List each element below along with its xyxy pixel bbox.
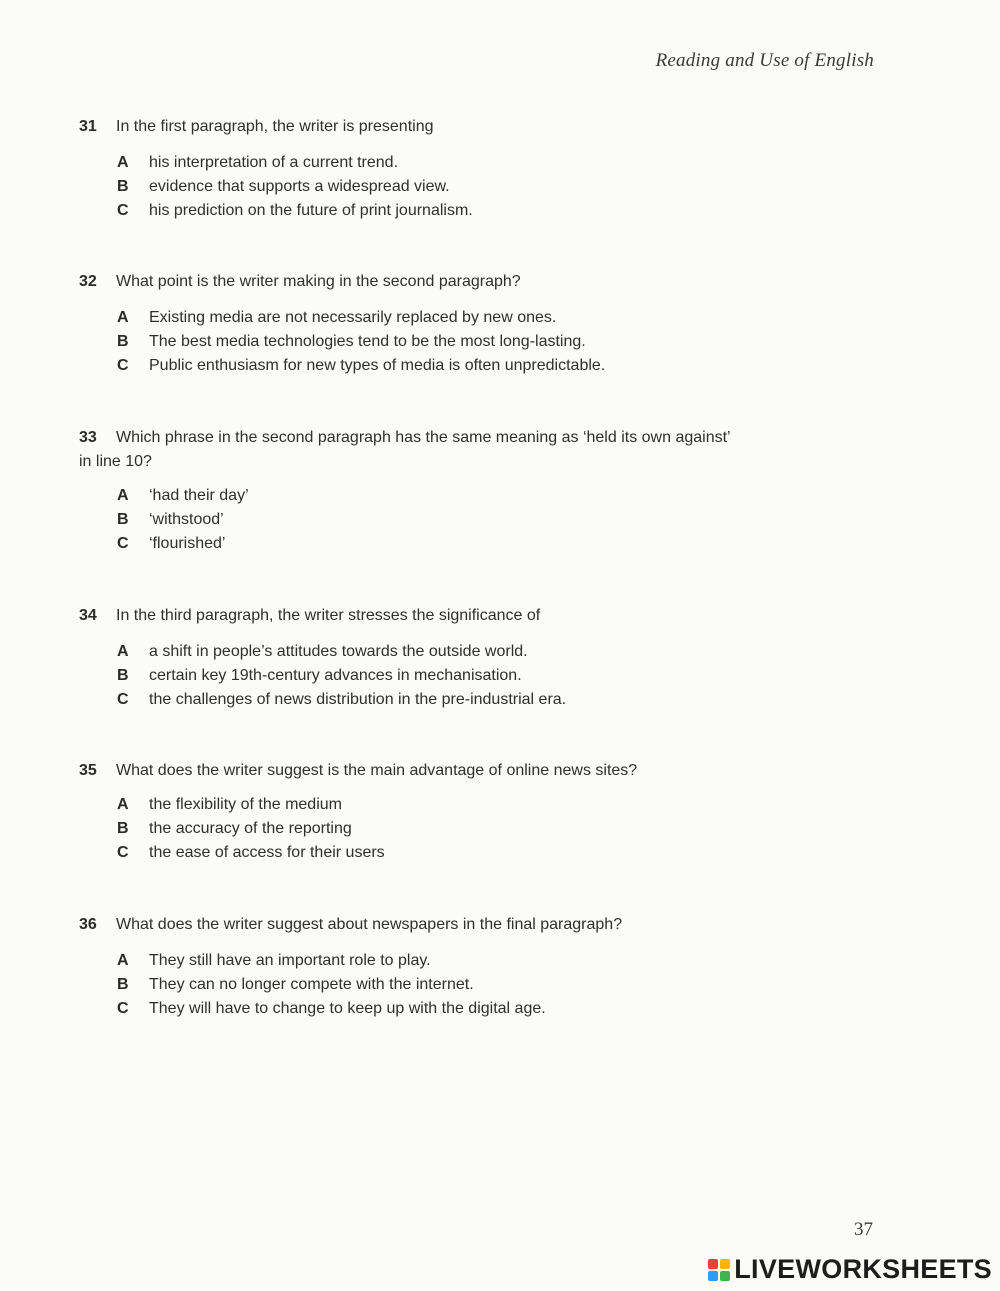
options-list [79, 949, 859, 1021]
option-a[interactable] [117, 151, 859, 175]
option-text: Existing media are not necessarily replaced by new ones. [149, 309, 557, 326]
option-letter: B [117, 667, 129, 684]
question-stem [79, 759, 859, 783]
option-letter: A [117, 952, 129, 969]
option-c[interactable] [117, 199, 859, 223]
option-a[interactable] [117, 949, 859, 973]
option-c[interactable] [117, 688, 859, 712]
question-number: 36 [79, 916, 97, 933]
option-text: the challenges of news distribution in the pre-industrial era. [149, 691, 567, 708]
option-a[interactable] [117, 640, 859, 664]
question-number: 33 [79, 429, 97, 446]
question-text: Which phrase in the second paragraph has the same meaning as ‘held its own against’ [116, 429, 731, 446]
option-text: the flexibility of the medium [149, 796, 342, 813]
question-number: 31 [79, 118, 97, 135]
question-31 [79, 115, 859, 223]
option-b[interactable] [117, 973, 859, 997]
question-stem [79, 115, 859, 139]
option-letter: B [117, 511, 129, 528]
option-text: They can no longer compete with the internet. [149, 976, 474, 993]
options-list [79, 640, 859, 712]
option-c[interactable] [117, 997, 859, 1021]
option-b[interactable] [117, 664, 859, 688]
option-letter: C [117, 535, 129, 552]
option-c[interactable] [117, 532, 859, 556]
question-stem [79, 604, 859, 628]
options-list [79, 306, 859, 378]
section-title: Reading and Use of English [655, 50, 874, 71]
question-text: What does the writer suggest about newspapers in the final paragraph? [116, 916, 623, 933]
option-c[interactable] [117, 841, 859, 865]
option-letter: B [117, 333, 129, 350]
option-text: ‘had their day’ [149, 487, 249, 504]
question-text: In the first paragraph, the writer is presenting [116, 118, 434, 135]
question-34 [79, 604, 859, 712]
option-b[interactable] [117, 508, 859, 532]
option-text: They still have an important role to play. [149, 952, 431, 969]
logo-square-green [720, 1271, 730, 1281]
option-letter: C [117, 1000, 129, 1017]
option-letter: A [117, 309, 129, 326]
question-stem [79, 426, 859, 450]
option-letter: A [117, 643, 129, 660]
option-text: The best media technologies tend to be the most long-lasting. [149, 333, 586, 350]
option-text: his prediction on the future of print journalism. [149, 202, 473, 219]
option-text: the accuracy of the reporting [149, 820, 352, 837]
question-35 [79, 759, 859, 865]
question-32 [79, 270, 859, 378]
option-text: ‘flourished’ [149, 535, 226, 552]
question-stem-continued [79, 450, 859, 474]
option-letter: C [117, 844, 129, 861]
question-text: What does the writer suggest is the main advantage of online news sites? [116, 762, 638, 779]
page-number: 37 [854, 1219, 873, 1240]
options-list [79, 793, 859, 865]
question-text-line2: in line 10? [79, 453, 152, 470]
option-letter: B [117, 178, 129, 195]
liveworksheets-logo-icon [708, 1259, 730, 1281]
question-text: What point is the writer making in the second paragraph? [116, 273, 521, 290]
option-letter: C [117, 357, 129, 374]
option-text: They will have to change to keep up with the digital age. [149, 1000, 546, 1017]
option-letter: C [117, 202, 129, 219]
option-letter: B [117, 976, 129, 993]
logo-square-yellow [720, 1259, 730, 1269]
question-stem [79, 913, 859, 937]
option-c[interactable] [117, 354, 859, 378]
question-36 [79, 913, 859, 1021]
logo-square-red [708, 1259, 718, 1269]
option-letter: A [117, 796, 129, 813]
option-text: evidence that supports a widespread view. [149, 178, 450, 195]
option-letter: A [117, 487, 129, 504]
option-a[interactable] [117, 306, 859, 330]
option-text: certain key 19th-century advances in mechanisation. [149, 667, 522, 684]
question-33 [79, 426, 859, 556]
option-a[interactable] [117, 793, 859, 817]
option-b[interactable] [117, 817, 859, 841]
question-number: 34 [79, 607, 97, 624]
option-text: ‘withstood’ [149, 511, 224, 528]
option-a[interactable] [117, 484, 859, 508]
option-text: the ease of access for their users [149, 844, 385, 861]
options-list [79, 151, 859, 223]
option-b[interactable] [117, 175, 859, 199]
option-text: Public enthusiasm for new types of media is often unpredictable. [149, 357, 606, 374]
option-letter: A [117, 154, 129, 171]
question-stem [79, 270, 859, 294]
option-text: a shift in people’s attitudes towards the outside world. [149, 643, 528, 660]
question-text: In the third paragraph, the writer stresses the significance of [116, 607, 541, 624]
liveworksheets-brand[interactable] [708, 1254, 992, 1285]
option-text: his interpretation of a current trend. [149, 154, 399, 171]
brand-name: LIVEWORKSHEETS [734, 1254, 992, 1284]
question-number: 32 [79, 273, 97, 290]
question-number: 35 [79, 762, 97, 779]
logo-square-blue [708, 1271, 718, 1281]
option-letter: B [117, 820, 129, 837]
option-b[interactable] [117, 330, 859, 354]
options-list [79, 484, 859, 556]
option-letter: C [117, 691, 129, 708]
